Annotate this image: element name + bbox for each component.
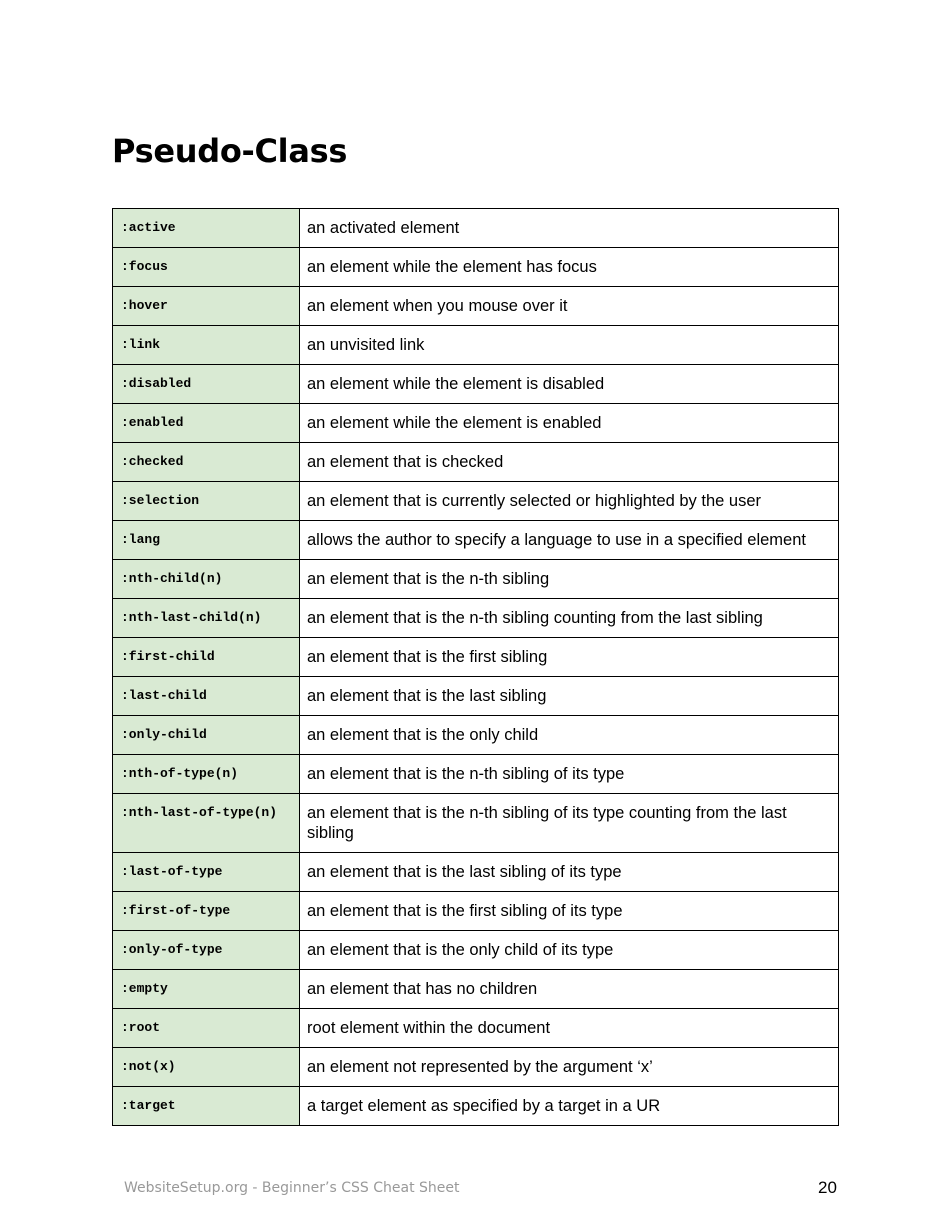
description-cell: an activated element xyxy=(300,209,839,248)
description-cell: an element that is the only child xyxy=(300,716,839,755)
selector-cell: :nth-last-of-type(n) xyxy=(113,794,300,853)
table-row xyxy=(113,1087,839,1126)
selector-cell: :checked xyxy=(113,443,300,482)
description-cell: an element that is the first sibling xyxy=(300,638,839,677)
selector-cell: :nth-child(n) xyxy=(113,560,300,599)
selector-cell: :only-child xyxy=(113,716,300,755)
selector-cell: :enabled xyxy=(113,404,300,443)
table-row xyxy=(113,755,839,794)
table-row xyxy=(113,931,839,970)
table-row xyxy=(113,365,839,404)
table-row xyxy=(113,482,839,521)
page-title: Pseudo-Class xyxy=(112,132,348,170)
description-cell: an element while the element is disabled xyxy=(300,365,839,404)
table-row xyxy=(113,1009,839,1048)
table-row xyxy=(113,716,839,755)
table-row xyxy=(113,970,839,1009)
table-row xyxy=(113,892,839,931)
table-row xyxy=(113,794,839,853)
footer-source: WebsiteSetup.org - Beginner’s CSS Cheat Sheet xyxy=(124,1180,460,1196)
table-row xyxy=(113,677,839,716)
table-row xyxy=(113,443,839,482)
description-cell: a target element as specified by a target in a UR xyxy=(300,1087,839,1126)
table-row xyxy=(113,853,839,892)
selector-cell: :last-of-type xyxy=(113,853,300,892)
selector-cell: :empty xyxy=(113,970,300,1009)
description-cell: an element that is the n-th sibling xyxy=(300,560,839,599)
table-row xyxy=(113,521,839,560)
selector-cell: :disabled xyxy=(113,365,300,404)
description-cell: an element that is the n-th sibling of its type xyxy=(300,755,839,794)
description-cell: an element while the element is enabled xyxy=(300,404,839,443)
selector-cell: :root xyxy=(113,1009,300,1048)
table-row xyxy=(113,248,839,287)
description-cell: root element within the document xyxy=(300,1009,839,1048)
table-row xyxy=(113,638,839,677)
selector-cell: :hover xyxy=(113,287,300,326)
selector-cell: :first-of-type xyxy=(113,892,300,931)
selector-cell: :link xyxy=(113,326,300,365)
selector-cell: :focus xyxy=(113,248,300,287)
selector-cell: :not(x) xyxy=(113,1048,300,1087)
table-row xyxy=(113,326,839,365)
description-cell: an element not represented by the argument ‘x’ xyxy=(300,1048,839,1087)
description-cell: an element that is currently selected or highlighted by the user xyxy=(300,482,839,521)
selector-cell: :nth-last-child(n) xyxy=(113,599,300,638)
selector-cell: :target xyxy=(113,1087,300,1126)
table-row xyxy=(113,209,839,248)
table-row xyxy=(113,404,839,443)
description-cell: an element that is the first sibling of its type xyxy=(300,892,839,931)
pseudo-class-table-body xyxy=(113,209,839,1126)
pseudo-class-table xyxy=(112,208,839,1126)
page-number: 20 xyxy=(818,1178,837,1197)
description-cell: an element that is checked xyxy=(300,443,839,482)
table-row xyxy=(113,560,839,599)
table-row xyxy=(113,1048,839,1087)
table-row xyxy=(113,599,839,638)
description-cell: an element that has no children xyxy=(300,970,839,1009)
selector-cell: :nth-of-type(n) xyxy=(113,755,300,794)
description-cell: an element while the element has focus xyxy=(300,248,839,287)
description-cell: an element that is the last sibling xyxy=(300,677,839,716)
description-cell: an element that is the n-th sibling counting from the last sibling xyxy=(300,599,839,638)
description-cell: an unvisited link xyxy=(300,326,839,365)
selector-cell: :last-child xyxy=(113,677,300,716)
description-cell: an element that is the n-th sibling of its type counting from the last sibling xyxy=(300,794,839,853)
selector-cell: :active xyxy=(113,209,300,248)
selector-cell: :selection xyxy=(113,482,300,521)
description-cell: an element that is the last sibling of its type xyxy=(300,853,839,892)
description-cell: allows the author to specify a language to use in a specified element xyxy=(300,521,839,560)
table-row xyxy=(113,287,839,326)
selector-cell: :only-of-type xyxy=(113,931,300,970)
description-cell: an element when you mouse over it xyxy=(300,287,839,326)
selector-cell: :first-child xyxy=(113,638,300,677)
selector-cell: :lang xyxy=(113,521,300,560)
description-cell: an element that is the only child of its type xyxy=(300,931,839,970)
